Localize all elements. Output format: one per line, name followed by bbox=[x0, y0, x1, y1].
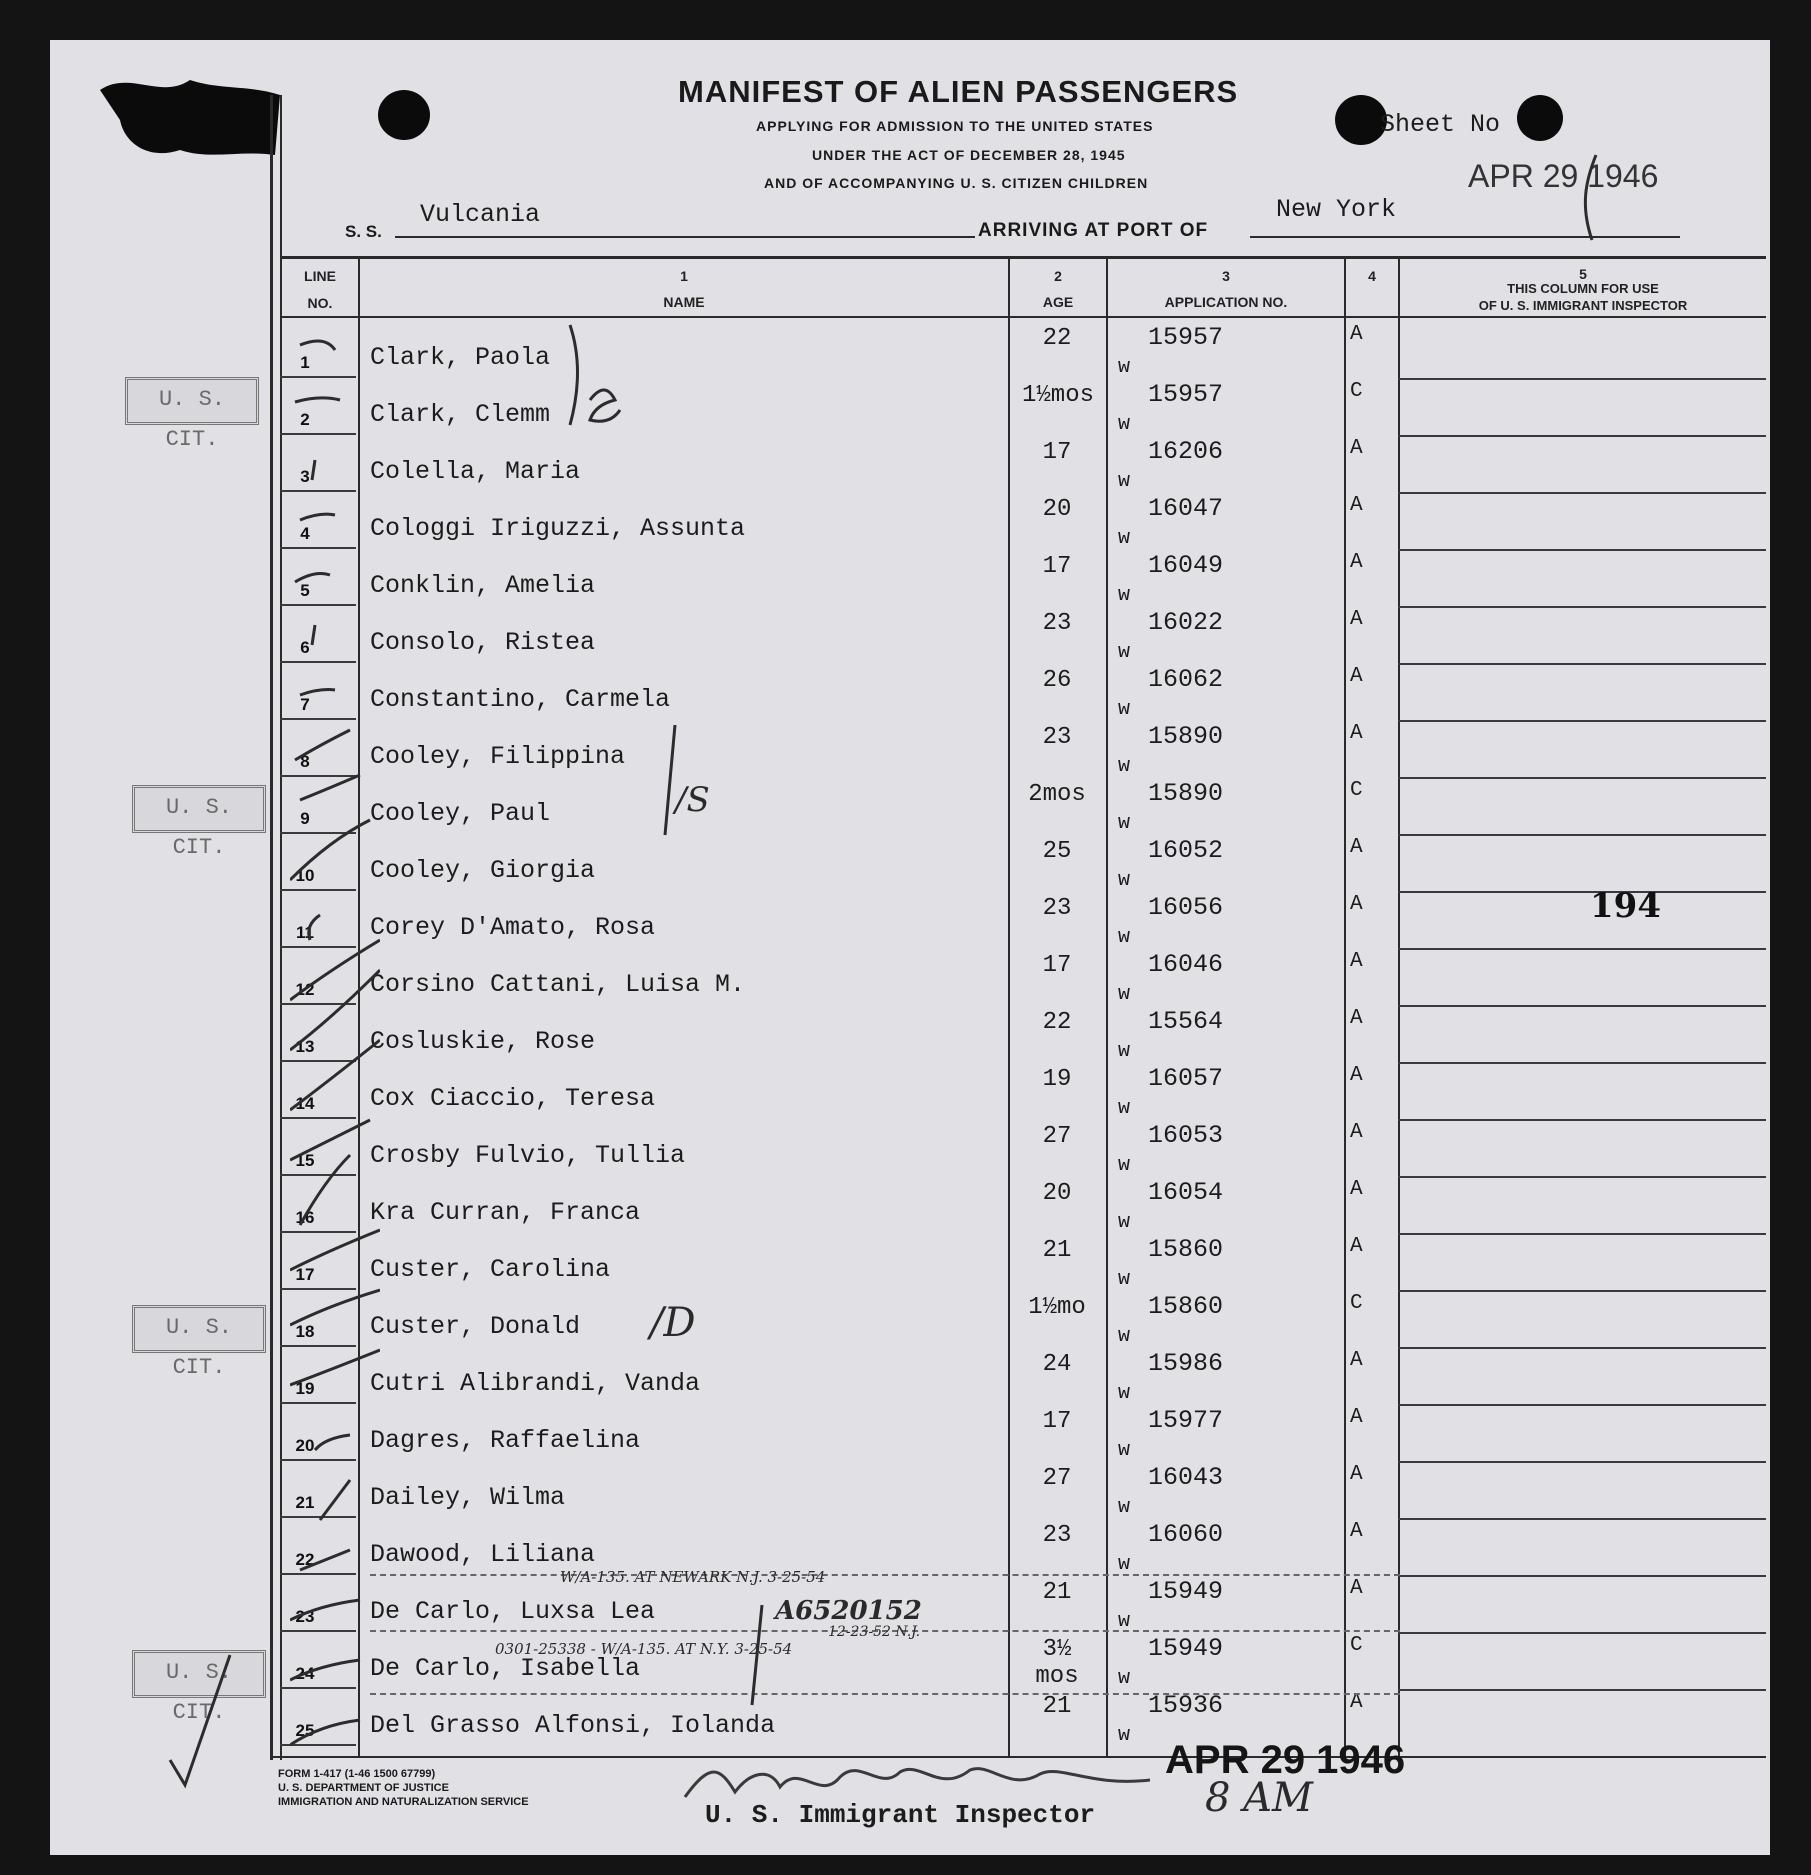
passenger-name: Corsino Cattani, Luisa M. bbox=[370, 970, 746, 999]
table-row bbox=[0, 551, 1811, 608]
class-code: A bbox=[1350, 1007, 1363, 1030]
passenger-name: Custer, Carolina bbox=[370, 1255, 611, 1284]
w-mark: w bbox=[1118, 413, 1131, 436]
table-row bbox=[0, 1691, 1811, 1748]
passenger-name: Cosluskie, Rose bbox=[370, 1027, 596, 1056]
class-code: A bbox=[1350, 665, 1363, 688]
w-mark: w bbox=[1118, 926, 1131, 949]
class-code: A bbox=[1350, 950, 1363, 973]
line-number: 20 bbox=[295, 1436, 315, 1455]
checkmark-icons bbox=[290, 320, 380, 1770]
application-number: 15986 bbox=[1148, 1349, 1224, 1378]
port-underline bbox=[1250, 236, 1680, 238]
us-citizen-stamp: U. S. CIT. bbox=[132, 1305, 266, 1353]
table-row bbox=[0, 1406, 1811, 1463]
us-citizen-stamp: U. S. CIT. bbox=[132, 1650, 266, 1698]
w-mark: w bbox=[1118, 1610, 1131, 1633]
line-number: 18 bbox=[295, 1322, 315, 1341]
bottom-date-stamp: APR 29 1946 bbox=[1165, 1738, 1406, 1782]
table-row bbox=[0, 1349, 1811, 1406]
passenger-age: 22 bbox=[1042, 1009, 1072, 1036]
table-row bbox=[0, 665, 1811, 722]
passenger-age: 22 bbox=[1042, 325, 1072, 352]
passenger-age: 25 bbox=[1042, 838, 1072, 865]
w-mark: w bbox=[1118, 641, 1131, 664]
passenger-age: 21 bbox=[1042, 1579, 1072, 1606]
dashed-rule bbox=[370, 1574, 1400, 1576]
w-mark: w bbox=[1118, 1040, 1131, 1063]
table-row bbox=[0, 1292, 1811, 1349]
handwritten-note: 0301-25338 - W/A-135. AT N.Y. 3-25-54 bbox=[495, 1640, 793, 1658]
department: U. S. DEPARTMENT OF JUSTICE bbox=[278, 1782, 449, 1794]
application-number: 15957 bbox=[1148, 380, 1224, 409]
table-row bbox=[0, 836, 1811, 893]
class-code: A bbox=[1350, 608, 1363, 631]
application-number: 16053 bbox=[1148, 1121, 1224, 1150]
passenger-name: Clark, Paola bbox=[370, 343, 551, 372]
passenger-age: 23 bbox=[1042, 724, 1072, 751]
passenger-name: Custer, Donald bbox=[370, 1312, 581, 1341]
col-line-label: NO. bbox=[307, 295, 333, 311]
w-mark: w bbox=[1118, 584, 1131, 607]
class-code: A bbox=[1350, 1463, 1363, 1486]
line-number: 25 bbox=[295, 1721, 315, 1740]
application-number: 15890 bbox=[1148, 722, 1224, 751]
line-number: 1 bbox=[300, 353, 310, 372]
subtitle-line: UNDER THE ACT OF DECEMBER 28, 1945 bbox=[812, 147, 1126, 163]
table-row bbox=[0, 1520, 1811, 1577]
w-mark: w bbox=[1118, 1097, 1131, 1120]
passenger-name: De Carlo, Luxsa Lea bbox=[370, 1597, 656, 1626]
class-code: A bbox=[1350, 1520, 1363, 1543]
class-code: A bbox=[1350, 1121, 1363, 1144]
subtitle-line: APPLYING FOR ADMISSION TO THE UNITED STATES bbox=[756, 118, 1154, 134]
line-number: 23 bbox=[295, 1607, 315, 1626]
table-row bbox=[0, 1178, 1811, 1235]
passenger-age: 1½mos bbox=[1022, 382, 1095, 409]
passenger-age: 19 bbox=[1042, 1066, 1072, 1093]
class-code: A bbox=[1350, 437, 1363, 460]
w-mark: w bbox=[1118, 869, 1131, 892]
passenger-name: Colella, Maria bbox=[370, 457, 581, 486]
alien-registration-number: A6520152 bbox=[775, 1596, 922, 1626]
col-name-label: NAME bbox=[663, 294, 705, 310]
application-number: 15860 bbox=[1148, 1292, 1224, 1321]
application-number: 15977 bbox=[1148, 1406, 1224, 1435]
date-correction-mark bbox=[1572, 150, 1608, 245]
class-code: A bbox=[1350, 1235, 1363, 1258]
col-line-num: LINE bbox=[304, 268, 336, 284]
w-mark: w bbox=[1118, 527, 1131, 550]
class-code: C bbox=[1350, 1292, 1363, 1315]
ss-label: S. S. bbox=[345, 222, 382, 241]
date-stamp: APR 29 1946 bbox=[1468, 158, 1659, 194]
application-number: 16022 bbox=[1148, 608, 1224, 637]
dashed-rule bbox=[370, 1693, 1400, 1695]
line-number: 7 bbox=[300, 695, 310, 714]
punch-hole bbox=[378, 90, 430, 140]
passenger-name: Dailey, Wilma bbox=[370, 1483, 566, 1512]
passenger-name: Dawood, Liliana bbox=[370, 1540, 596, 1569]
application-number: 16046 bbox=[1148, 950, 1224, 979]
page-title: MANIFEST OF ALIEN PASSENGERS bbox=[678, 74, 1239, 109]
col-class-num: 4 bbox=[1368, 268, 1376, 284]
line-number: 17 bbox=[295, 1265, 315, 1284]
col-inspector-label: THIS COLUMN FOR USE bbox=[1507, 281, 1659, 296]
col-inspector-label: OF U. S. IMMIGRANT INSPECTOR bbox=[1478, 298, 1688, 313]
port-label: ARRIVING AT PORT OF bbox=[978, 220, 1209, 241]
passenger-name: Consolo, Ristea bbox=[370, 628, 596, 657]
line-number: 19 bbox=[295, 1379, 315, 1398]
sheet-label: Sheet No bbox=[1380, 110, 1501, 139]
ship-underline bbox=[395, 236, 975, 238]
torn-corner bbox=[100, 60, 290, 160]
table-row bbox=[0, 1064, 1811, 1121]
application-number: 16060 bbox=[1148, 1520, 1224, 1549]
handwritten-annotation: /D bbox=[650, 1300, 696, 1346]
bracket-mark bbox=[560, 320, 630, 430]
passenger-name: Clark, Clemm bbox=[370, 400, 551, 429]
w-mark: w bbox=[1118, 1268, 1131, 1291]
line-number: 22 bbox=[295, 1550, 315, 1569]
application-number: 15949 bbox=[1148, 1634, 1224, 1663]
passenger-name: Cooley, Giorgia bbox=[370, 856, 596, 885]
passenger-name: Crosby Fulvio, Tullia bbox=[370, 1141, 686, 1170]
application-number: 16047 bbox=[1148, 494, 1224, 523]
table-row bbox=[0, 1634, 1811, 1691]
passenger-age: 23 bbox=[1042, 1522, 1072, 1549]
us-citizen-stamp: U. S. CIT. bbox=[125, 377, 259, 425]
col-age-label: AGE bbox=[1042, 294, 1074, 310]
passenger-name: Cologgi Iriguzzi, Assunta bbox=[370, 514, 746, 543]
passenger-name: Kra Curran, Franca bbox=[370, 1198, 641, 1227]
w-mark: w bbox=[1118, 1325, 1131, 1348]
class-code: A bbox=[1350, 1178, 1363, 1201]
col-inspector-num: 5 bbox=[1579, 266, 1587, 282]
header-bottom-rule bbox=[280, 316, 1766, 318]
class-code: A bbox=[1350, 551, 1363, 574]
table-row bbox=[0, 437, 1811, 494]
header-top-rule bbox=[280, 256, 1766, 259]
application-number: 15936 bbox=[1148, 1691, 1224, 1720]
handwritten-note: W/A-135. AT NEWARK N.J. 3-25-54 bbox=[560, 1568, 826, 1586]
table-row bbox=[0, 1463, 1811, 1520]
table-row bbox=[0, 494, 1811, 551]
passenger-age: 20 bbox=[1042, 1180, 1072, 1207]
line-number: 16 bbox=[295, 1208, 315, 1227]
w-mark: w bbox=[1118, 983, 1131, 1006]
passenger-name: Conklin, Amelia bbox=[370, 571, 596, 600]
class-code: A bbox=[1350, 494, 1363, 517]
handwritten-note: 12-23-52 N.J. bbox=[828, 1624, 921, 1640]
line-number: 6 bbox=[300, 638, 310, 657]
line-number: 24 bbox=[295, 1664, 315, 1683]
passenger-age: 17 bbox=[1042, 439, 1072, 466]
table-row bbox=[0, 950, 1811, 1007]
passenger-age: 21 bbox=[1042, 1237, 1072, 1264]
line-number: 11 bbox=[296, 923, 314, 942]
passenger-age: 27 bbox=[1042, 1123, 1072, 1150]
class-code: A bbox=[1350, 1064, 1363, 1087]
class-code: A bbox=[1350, 722, 1363, 745]
application-number: 15957 bbox=[1148, 323, 1224, 352]
w-mark: w bbox=[1118, 1553, 1131, 1576]
application-number: 16054 bbox=[1148, 1178, 1224, 1207]
line-number: 2 bbox=[300, 410, 310, 429]
table-row bbox=[0, 1121, 1811, 1178]
table-row bbox=[0, 608, 1811, 665]
passenger-name: Dagres, Raffaelina bbox=[370, 1426, 641, 1455]
col-app-num: 3 bbox=[1222, 268, 1230, 284]
w-mark: w bbox=[1118, 698, 1131, 721]
application-number: 15564 bbox=[1148, 1007, 1224, 1036]
application-number: 16062 bbox=[1148, 665, 1224, 694]
w-mark: w bbox=[1118, 1382, 1131, 1405]
application-number: 16049 bbox=[1148, 551, 1224, 580]
class-code: A bbox=[1350, 1577, 1363, 1600]
line-number: 5 bbox=[300, 581, 310, 600]
application-number: 15949 bbox=[1148, 1577, 1224, 1606]
handwritten-annotation: /S bbox=[675, 780, 710, 820]
passenger-age: 23 bbox=[1042, 610, 1072, 637]
passenger-age: 17 bbox=[1042, 952, 1072, 979]
line-number: 14 bbox=[295, 1094, 315, 1113]
class-code: A bbox=[1350, 1691, 1363, 1714]
service: IMMIGRATION AND NATURALIZATION SERVICE bbox=[278, 1796, 529, 1808]
class-code: C bbox=[1350, 380, 1363, 403]
application-number: 16043 bbox=[1148, 1463, 1224, 1492]
application-number: 16052 bbox=[1148, 836, 1224, 865]
w-mark: w bbox=[1118, 1667, 1131, 1690]
line-number: 4 bbox=[300, 524, 310, 543]
application-number: 15860 bbox=[1148, 1235, 1224, 1264]
table-row bbox=[0, 893, 1811, 950]
inspector-number: 194 bbox=[1590, 886, 1661, 926]
passenger-name: Constantino, Carmela bbox=[370, 685, 671, 714]
subtitle-line: AND OF ACCOMPANYING U. S. CITIZEN CHILDREN bbox=[764, 175, 1149, 191]
class-code: C bbox=[1350, 779, 1363, 802]
w-mark: w bbox=[1118, 755, 1131, 778]
application-number: 16056 bbox=[1148, 893, 1224, 922]
line-number: 13 bbox=[295, 1037, 315, 1056]
w-mark: w bbox=[1118, 1211, 1131, 1234]
col-name-num: 1 bbox=[680, 268, 688, 284]
passenger-name: Cox Ciaccio, Teresa bbox=[370, 1084, 656, 1113]
table-row bbox=[0, 1007, 1811, 1064]
passenger-age: 17 bbox=[1042, 553, 1072, 580]
handwritten-time: 8 AM bbox=[1205, 1775, 1314, 1821]
passenger-age: 26 bbox=[1042, 667, 1072, 694]
passenger-name: Cutri Alibrandi, Vanda bbox=[370, 1369, 701, 1398]
application-number: 16206 bbox=[1148, 437, 1224, 466]
col-app-label: APPLICATION NO. bbox=[1164, 294, 1288, 310]
class-code: A bbox=[1350, 323, 1363, 346]
w-mark: w bbox=[1118, 1439, 1131, 1462]
passenger-age: 3½ mos bbox=[1035, 1636, 1079, 1690]
passenger-age: 27 bbox=[1042, 1465, 1072, 1492]
table-row bbox=[0, 323, 1811, 380]
table-row bbox=[0, 1235, 1811, 1292]
passenger-age: 2mos bbox=[1028, 781, 1086, 808]
passenger-age: 1½mo bbox=[1028, 1294, 1086, 1321]
inspector-title: U. S. Immigrant Inspector bbox=[705, 1800, 1096, 1830]
passenger-age: 20 bbox=[1042, 496, 1072, 523]
passenger-name: Del Grasso Alfonsi, Iolanda bbox=[370, 1711, 776, 1740]
line-number: 8 bbox=[300, 752, 310, 771]
passenger-name: Cooley, Paul bbox=[370, 799, 551, 828]
w-mark: w bbox=[1118, 1154, 1131, 1177]
class-code: C bbox=[1350, 1634, 1363, 1657]
table-row bbox=[0, 779, 1811, 836]
w-mark: w bbox=[1118, 1496, 1131, 1519]
w-mark: w bbox=[1118, 356, 1131, 379]
passenger-age: 23 bbox=[1042, 895, 1072, 922]
us-citizen-stamp: U. S. CIT. bbox=[132, 785, 266, 833]
checkmark-icon bbox=[160, 1650, 240, 1790]
passenger-age: 17 bbox=[1042, 1408, 1072, 1435]
line-number: 9 bbox=[300, 809, 310, 828]
table-row bbox=[0, 722, 1811, 779]
port-name: New York bbox=[1276, 195, 1397, 224]
w-mark: w bbox=[1118, 470, 1131, 493]
ship-name: Vulcania bbox=[420, 200, 541, 229]
line-number: 12 bbox=[295, 980, 315, 999]
table-row bbox=[0, 380, 1811, 437]
punch-hole bbox=[1517, 95, 1563, 141]
class-code: A bbox=[1350, 893, 1363, 916]
passenger-name: Corey D'Amato, Rosa bbox=[370, 913, 656, 942]
line-number: 15 bbox=[295, 1151, 315, 1170]
w-mark: w bbox=[1118, 812, 1131, 835]
application-number: 16057 bbox=[1148, 1064, 1224, 1093]
passenger-age: 21 bbox=[1042, 1693, 1072, 1720]
line-number: 10 bbox=[295, 866, 315, 885]
line-number: 3 bbox=[300, 467, 310, 486]
class-code: A bbox=[1350, 1349, 1363, 1372]
passenger-name: Cooley, Filippina bbox=[370, 742, 626, 771]
w-mark: w bbox=[1118, 1724, 1131, 1747]
col-age-num: 2 bbox=[1054, 268, 1062, 284]
passenger-name: De Carlo, Isabella bbox=[370, 1654, 641, 1683]
class-code: A bbox=[1350, 836, 1363, 859]
passenger-age: 24 bbox=[1042, 1351, 1072, 1378]
form-number: FORM 1-417 (1-46 1500 67799) bbox=[278, 1768, 436, 1780]
line-number: 21 bbox=[295, 1493, 315, 1512]
class-code: A bbox=[1350, 1406, 1363, 1429]
application-number: 15890 bbox=[1148, 779, 1224, 808]
